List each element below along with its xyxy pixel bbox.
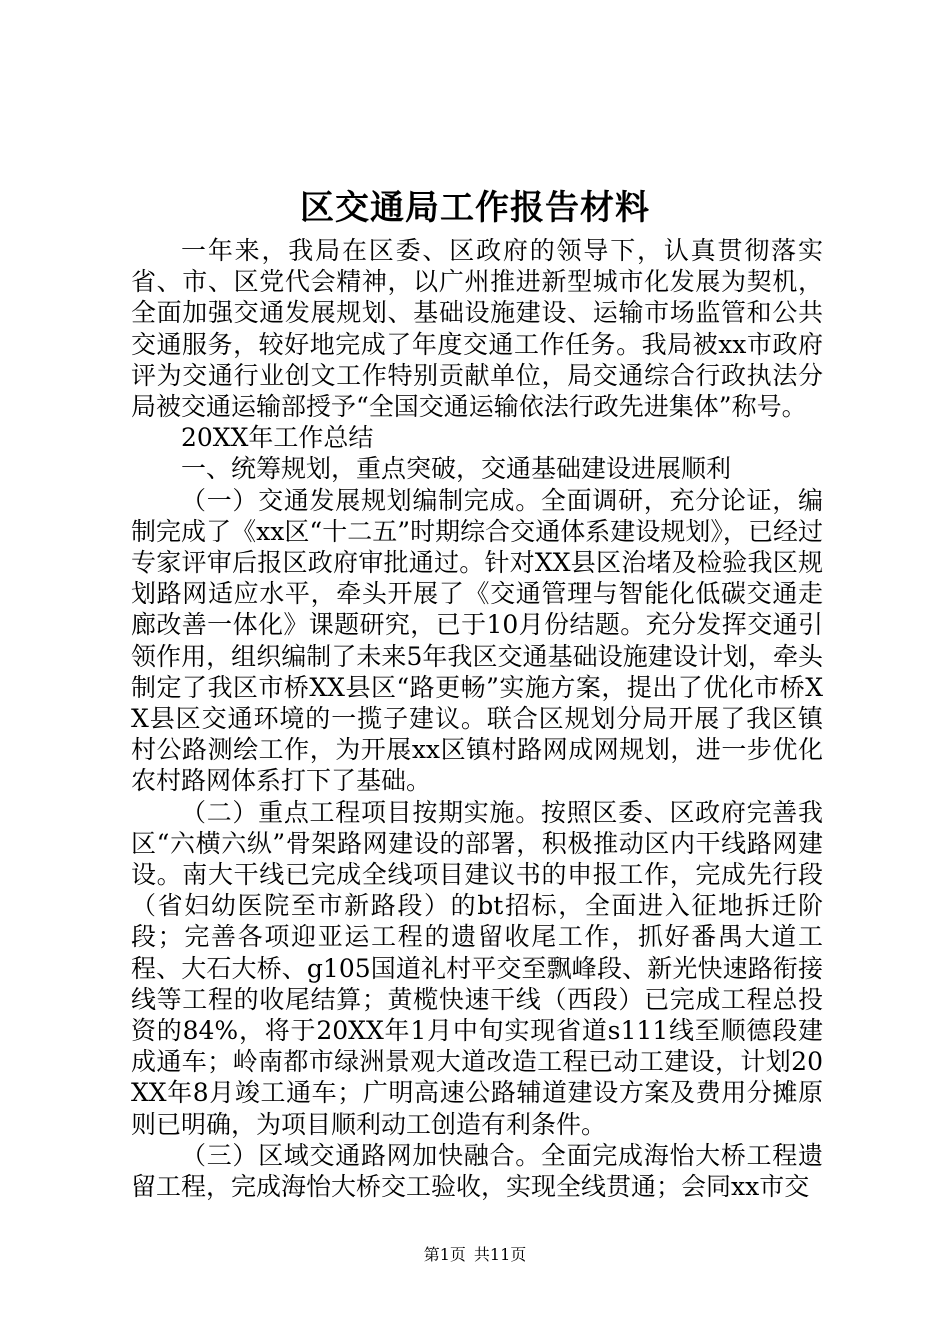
paragraph-section-heading: 一、统筹规划，重点突破，交通基础建设进展顺利 (181, 454, 732, 484)
paragraph-intro: 一年来，我局在区委、区政府的领导下，认真贯彻落实省、市、区党代会精神，以广州推进新型城市化发展为契机，全面加强交通发展规划、基础设施建设、运输市场监管和公共交通服务，较好地完成了年度交通工作任务。我局被xx市政府评为交通行业创文工作特别贡献单位，局交通综合行政执法分局被交通运输部授予“全国交通运输依法行政先进集体”称号。 (131, 236, 823, 422)
page-number: 第1页 (423, 1245, 466, 1264)
document-title: 区交通局工作报告材料 (300, 188, 650, 228)
document-body (131, 235, 823, 1202)
page-footer (0, 1244, 950, 1266)
paragraph-item-1: （一）交通发展规划编制完成。全面调研，充分论证，编制完成了《xx区“十二五”时期综合交通体系建设规划》，已经过专家评审后报区政府审批通过。针对XX县区治堵及检验我区规划路网适应水平，牵头开展了《交通管理与智能化低碳交通走廊改善一体化》课题研究，已于10月份结题。充分发挥交通引领作用，组织编制了未来5年我区交通基础设施建设计划，牵头制定了我区市桥XX县区“路更畅”实施方案，提出了优化市桥XX县区交通环境的一揽子建议。联合区规划分局开展了我区镇村公路测绘工作，为开展xx区镇村路网成网规划，进一步优化农村路网体系打下了基础。 (131, 485, 823, 796)
page-total: 共11页 (473, 1245, 527, 1264)
paragraph-item-3: （三）区域交通路网加快融合。全面完成海怡大桥工程遗留工程，完成海怡大桥交工验收，实现全线贯通；会同xx市交 (131, 1140, 823, 1202)
paragraph-summary-heading: 20XX年工作总结 (181, 423, 374, 453)
paragraph-item-2: （二）重点工程项目按期实施。按照区委、区政府完善我区“六横六纵”骨架路网建设的部署，积极推动区内干线路网建设。南大干线已完成全线项目建议书的申报工作，完成先行段（省妇幼医院至市新路段）的bt招标，全面进入征地拆迁阶段；完善各项迎亚运工程的遗留收尾工作，抓好番禺大道工程、大石大桥、g105国道礼村平交至飘峰段、新光快速路衔接线等工程的收尾结算；黄榄快速干线（西段）已完成工程总投资的84%，将于20XX年1月中旬实现省道s111线至顺德段建成通车；岭南都市绿洲景观大道改造工程已动工建设，计划20XX年8月竣工通车；广明高速公路辅道建设方案及费用分摊原则已明确，为项目顺利动工创造有利条件。 (131, 797, 823, 1139)
